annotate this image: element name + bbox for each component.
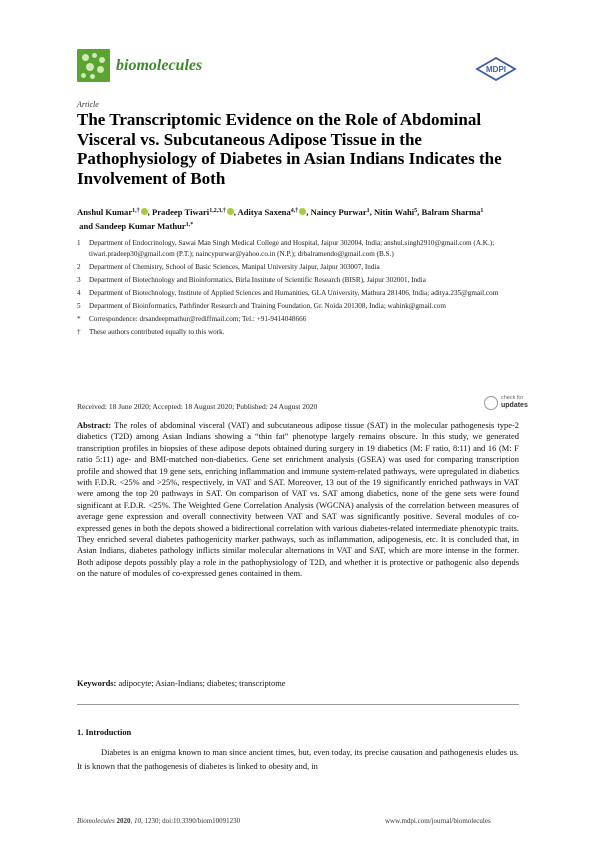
journal-logo-icon: [77, 49, 110, 82]
section-divider: [77, 704, 519, 705]
affiliation-text: Department of Bioinformatics, Pathfinder Research and Training Foundation, Gr. Noida 201308, India; wahink@gmail.com: [89, 302, 446, 311]
author-name: Sandeep Kumar Mathur: [95, 221, 186, 231]
affiliation-marker: 5: [77, 302, 81, 311]
author-separator: ,: [417, 207, 422, 217]
footer-journal: Biomolecules: [77, 817, 115, 825]
affiliation-marker: *: [77, 314, 81, 323]
affiliation-marker: 1: [77, 239, 81, 247]
abstract-text: The roles of abdominal visceral (VAT) and subcutaneous adipose tissue (SAT) in the molecular pathogenesis type-2 diabetics (T2D) among Asian Indians showing a “thin fat” phenotype largely remains obscure. In this study, we generated transcription profiles in biopsies of these adipose depots obtained during surgery in 19 diabetics (M: F ratio, 8:11) and 16 (M: F ratio 5:11) age- and BMI-matched non-diabetics. Gene set enrichment analysis (GSEA) was used for comparing transcription profile and showed that 19 gene sets, enriching inflammation and immune system-related pathways, were upregulated in diabetics with F.D.R. <25% and >25%, respectively, in VAT and SAT. Moreover, 13 out of the 19 significantly enriched pathways in VAT were among the top 20 pathways in SAT. On comparison of VAT vs. SAT among diabetics, none of the gene sets were found significant at F.D.R. <25%. The Weighted Gene Correlation Analysis (WGCNA) analysis of the correlation between measures of average gene expression and overall connectivity between VAT and SAT was significantly positive. Several modules of co-expressed genes in both the depots showed a bidirectional correlation with various diabetes-related intermediate phenotypic traits. They enriched several diabetes pathogenicity marker pathways, such as inflammation, adipogenesis, etc. It is concluded that, in Asian Indians, diabetes pathology inflicts similar molecular alternations in VAT and SAT, which are more intense in the former. Both adipose depots possibly play a role in the pathophysiology of T2D, and whether it is protective or pathogenic also depends on the nature of modules of co-expressed genes contained in them.: [77, 420, 519, 579]
check-for-updates-badge[interactable]: [484, 394, 530, 414]
orcid-icon[interactable]: [227, 208, 234, 215]
journal-name: biomolecules: [116, 57, 203, 74]
affiliation-text: Department of Biotechnology, Institute of Applied Sciences and Humanities, GLA University, Mathura 281406, India; aditya.235@gmail.com: [89, 289, 499, 298]
author: [374, 207, 422, 217]
affiliation-item: [77, 314, 537, 325]
author-separator: ,: [147, 207, 152, 217]
author: [311, 207, 374, 217]
keywords-label: Keywords:: [77, 678, 117, 688]
author-name: Pradeep Tiwari: [151, 207, 210, 217]
affiliation-item: [77, 301, 537, 312]
affiliation-marker: 2: [77, 263, 81, 272]
updates-icon: [484, 396, 498, 410]
affiliation-marker: 3: [77, 276, 81, 285]
footer-year: 2020: [116, 817, 131, 825]
article-type: Article: [77, 100, 99, 109]
author-affiliation-marker: 1: [366, 208, 370, 214]
author-name: Nitin Wahi: [373, 207, 415, 217]
publisher-name: MDPI: [486, 65, 506, 74]
publication-dates: Received: 18 June 2020; Accepted: 18 August 2020; Published: 24 August 2020: [77, 402, 318, 411]
footer-volume: 10: [133, 817, 141, 825]
author-affiliation-marker: 4,†: [290, 208, 299, 214]
author: [95, 221, 193, 231]
paper-title: The Transcriptomic Evidence on the Role of Abdominal Visceral vs. Subcutaneous Adipose Tissue in the Pathophysiology of Diabetes in Asian Indians Indicates the Involvement of Both: [77, 110, 502, 188]
footer-journal-url[interactable]: www.mdpi.com/journal/biomolecules: [385, 817, 491, 825]
affiliation-text: Department of Chemistry, School of Basic Sciences, Manipal University Jaipur, Jaipur 303007, India: [89, 263, 380, 272]
author-separator: ,: [369, 207, 374, 217]
affiliation-item: [77, 262, 537, 273]
author-affiliation-marker: 1,2,3,†: [209, 208, 226, 214]
author-affiliation-marker: 1: [480, 208, 484, 214]
affiliation-text: Department of Biotechnology and Bioinformatics, Birla Institute of Scientific Research (BISR), Jaipur 302001, India: [89, 276, 426, 285]
keywords-text: adipocyte; Asian-Indians; diabetes; transcriptome: [118, 678, 286, 688]
author-separator: and: [77, 221, 96, 231]
author-name: Naincy Purwar: [310, 207, 367, 217]
affiliation-item: [77, 327, 537, 338]
author: [77, 207, 152, 217]
mdpi-logo-icon: [475, 57, 517, 81]
affiliation-text: These authors contributed equally to this work.: [89, 327, 225, 336]
author-affiliation-marker: 1,*: [185, 222, 194, 228]
author-name: Aditya Saxena: [237, 207, 291, 217]
keywords: [77, 678, 519, 688]
author: [152, 207, 238, 217]
author-affiliation-marker: 5: [414, 208, 418, 214]
updates-badge-line2: updates: [501, 402, 528, 409]
author-list: [77, 205, 527, 233]
affiliation-item: [77, 275, 537, 286]
author-name: Anshul Kumar: [77, 207, 133, 217]
affiliation-item: [77, 238, 537, 261]
footer-doi: , 1230; doi:10.3390/biom10091230: [140, 817, 241, 825]
orcid-icon[interactable]: [141, 208, 148, 215]
author-separator: ,: [233, 207, 238, 217]
affiliation-text: Department of Endocrinology, Sawai Man Singh Medical College and Hospital, Jaipur 302004, India; anshul.singh2910@gmail.com (A.K.); tiwari.pradeep30@gmail.com (P.T.); naincypurwar@yahoo.co.in (N.P.); drbalramendo@gmail.com (B.S.): [89, 239, 495, 259]
updates-badge-line1: check for: [501, 395, 524, 401]
author-separator: ,: [306, 207, 311, 217]
author-affiliation-marker: 1,†: [132, 208, 140, 214]
affiliation-marker: †: [77, 327, 81, 336]
abstract: [77, 420, 519, 580]
affiliations-list: [77, 238, 537, 340]
author: [238, 207, 311, 217]
author-name: Balram Sharma: [421, 207, 481, 217]
affiliation-item: [77, 288, 537, 299]
footer-citation: Biomolecules 2020, 10, 1230; doi:10.3390/biom10091230: [77, 817, 241, 825]
affiliation-marker: 4: [77, 289, 81, 298]
affiliation-text: Correspondence: drsandeepmathur@rediffmail.com; Tel.: +91-9414048666: [89, 314, 307, 323]
section-heading: 1. Introduction: [77, 727, 132, 737]
introduction-paragraph: Diabetes is an enigma known to man since ancient times, but, even today, its precise causation and pathogenesis eludes us. It is known that the pathogenesis of diabetes is linked to obesity and, in: [77, 747, 519, 771]
abstract-label: Abstract:: [77, 420, 112, 430]
